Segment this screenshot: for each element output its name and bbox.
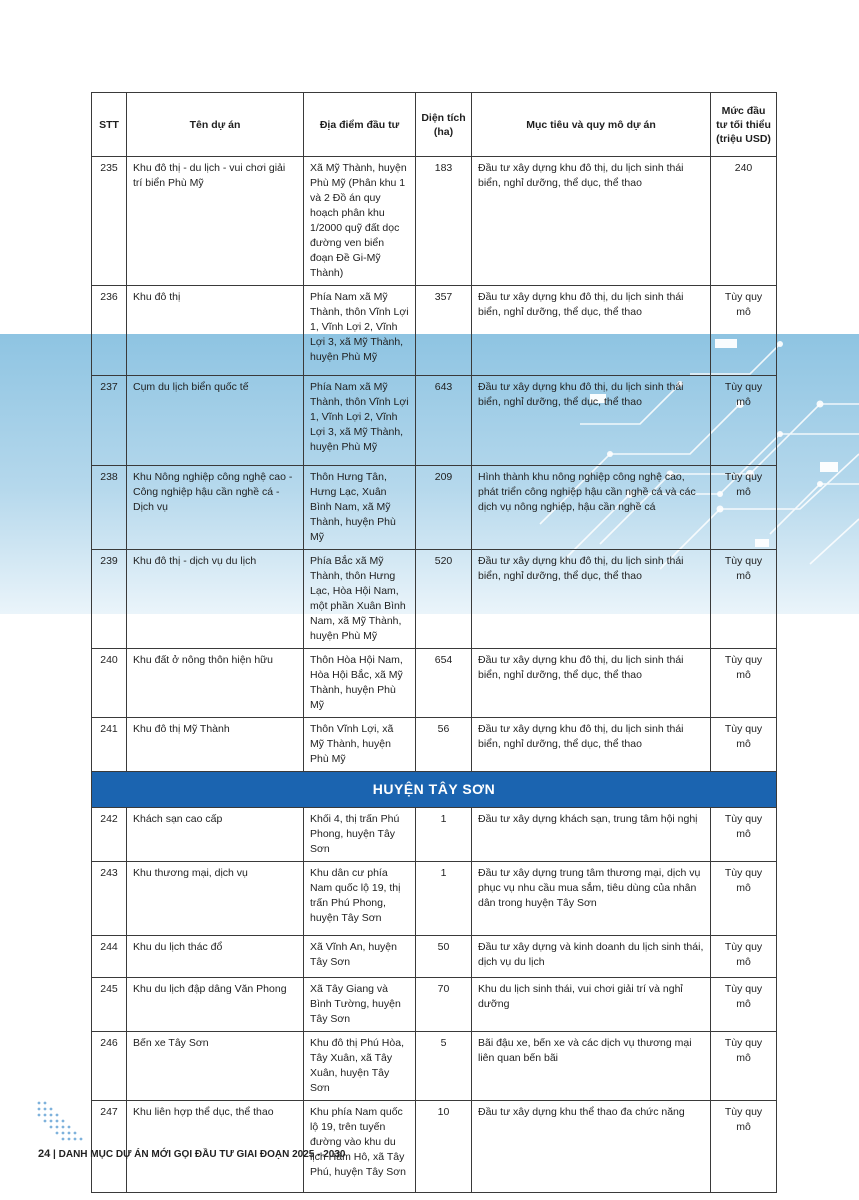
cell-area: 50 [416,936,472,978]
table-row [92,978,777,1032]
cell-stt: 243 [92,862,127,936]
cell-location: Khu dân cư phía Nam quốc lộ 19, thị trấn Phú Phong, huyện Tây Sơn [304,862,416,936]
cell-goal: Đầu tư xây dựng khu đô thị, du lịch sinh thái biển, nghỉ dưỡng, thể dục, thể thao [472,550,711,649]
cell-stt: 247 [92,1101,127,1193]
cell-invest: Tùy quy mô [711,550,777,649]
cell-goal: Đầu tư xây dựng trung tâm thương mại, dịch vụ phục vụ nhu cầu mua sắm, tiêu dùng của nhân dân trong huyện Tây Sơn [472,862,711,936]
cell-stt: 241 [92,718,127,772]
table-row [92,286,777,376]
table-row [92,808,777,862]
table-row [92,1032,777,1101]
cell-goal: Đầu tư xây dựng và kinh doanh du lịch sinh thái, dịch vụ du lịch [472,936,711,978]
cell-area: 654 [416,649,472,718]
cell-name: Khu đô thị [127,286,304,376]
cell-stt: 242 [92,808,127,862]
page-footer [38,1148,345,1160]
cell-invest: Tùy quy mô [711,808,777,862]
header-name: Tên dự án [127,93,304,157]
page-number: 24 [38,1148,51,1160]
header-stt: STT [92,93,127,157]
cell-invest: Tùy quy mô [711,862,777,936]
cell-stt: 244 [92,936,127,978]
cell-name: Khu thương mại, dịch vụ [127,862,304,936]
cell-invest: Tùy quy mô [711,1101,777,1193]
cell-stt: 240 [92,649,127,718]
cell-stt: 237 [92,376,127,466]
cell-invest: Tùy quy mô [711,376,777,466]
cell-invest: Tùy quy mô [711,286,777,376]
cell-invest: 240 [711,157,777,286]
cell-goal: Đầu tư xây dựng khu đô thị, du lịch sinh thái biển, nghỉ dưỡng, thể dục, thể thao [472,718,711,772]
cell-goal: Bãi đậu xe, bến xe và các dịch vụ thương mại liên quan bến bãi [472,1032,711,1101]
cell-location: Khối 4, thị trấn Phú Phong, huyện Tây Sơn [304,808,416,862]
cell-name: Khu đô thị - dịch vụ du lịch [127,550,304,649]
cell-name: Cụm du lịch biển quốc tế [127,376,304,466]
cell-area: 643 [416,376,472,466]
cell-invest: Tùy quy mô [711,936,777,978]
cell-location: Khu phía Nam quốc lộ 19, trên tuyến đường vào khu du lịch Hầm Hô, xã Tây Phú, huyện Tây Sơn [304,1101,416,1193]
cell-invest: Tùy quy mô [711,718,777,772]
cell-goal: Đầu tư xây dựng khu đô thị, du lịch sinh thái biển, nghỉ dưỡng, thể dục, thể thao [472,376,711,466]
cell-name: Khu du lịch đập dâng Văn Phong [127,978,304,1032]
table-row [92,1101,777,1193]
table-row [92,936,777,978]
cell-name: Khu đô thị - du lịch - vui chơi giải trí biển Phù Mỹ [127,157,304,286]
cell-name: Khu đô thị Mỹ Thành [127,718,304,772]
cell-invest: Tùy quy mô [711,466,777,550]
cell-stt: 236 [92,286,127,376]
cell-name: Khu đất ở nông thôn hiện hữu [127,649,304,718]
cell-area: 5 [416,1032,472,1101]
table-row [92,157,777,286]
cell-invest: Tùy quy mô [711,978,777,1032]
cell-location: Xã Tây Giang và Bình Tường, huyện Tây Sơn [304,978,416,1032]
cell-stt: 239 [92,550,127,649]
table-header-row [92,93,777,157]
header-invest: Mức đầu tư tối thiểu (triệu USD) [711,93,777,157]
cell-location: Phía Nam xã Mỹ Thành, thôn Vĩnh Lợi 1, Vĩnh Lợi 2, Vĩnh Lợi 3, xã Mỹ Thành, huyện Phù Mỹ [304,286,416,376]
dot-pattern-decoration [36,1100,86,1145]
cell-goal: Đầu tư xây dựng khu thể thao đa chức năng [472,1101,711,1193]
cell-location: Thôn Hưng Tân, Hưng Lạc, Xuân Bình Nam, xã Mỹ Thành, huyện Phù Mỹ [304,466,416,550]
cell-name: Khu liên hợp thể dục, thể thao [127,1101,304,1193]
cell-area: 209 [416,466,472,550]
cell-name: Khách sạn cao cấp [127,808,304,862]
cell-stt: 238 [92,466,127,550]
table-row [92,466,777,550]
cell-stt: 245 [92,978,127,1032]
table-row [92,376,777,466]
cell-invest: Tùy quy mô [711,649,777,718]
cell-goal: Đầu tư xây dựng khu đô thị, du lịch sinh thái biển, nghỉ dưỡng, thể dục, thể thao [472,286,711,376]
cell-name: Khu Nông nghiệp công nghệ cao - Công nghiệp hậu cần nghề cá - Dịch vụ [127,466,304,550]
cell-area: 56 [416,718,472,772]
cell-stt: 235 [92,157,127,286]
cell-area: 1 [416,862,472,936]
cell-location: Thôn Hòa Hội Nam, Hòa Hội Bắc, xã Mỹ Thành, huyện Phù Mỹ [304,649,416,718]
cell-area: 70 [416,978,472,1032]
cell-name: Bến xe Tây Sơn [127,1032,304,1101]
cell-location: Xã Vĩnh An, huyện Tây Sơn [304,936,416,978]
section-row [92,772,777,808]
table-row [92,550,777,649]
cell-location: Phía Nam xã Mỹ Thành, thôn Vĩnh Lợi 1, Vĩnh Lợi 2, Vĩnh Lợi 3, xã Mỹ Thành, huyện Phù Mỹ [304,376,416,466]
cell-goal: Đầu tư xây dựng khu đô thị, du lịch sinh thái biển, nghỉ dưỡng, thể dục, thể thao [472,157,711,286]
header-area: Diện tích (ha) [416,93,472,157]
cell-location: Khu đô thị Phú Hòa, Tây Xuân, xã Tây Xuân, huyện Tây Sơn [304,1032,416,1101]
cell-location: Phía Bắc xã Mỹ Thành, thôn Hưng Lạc, Hòa Hội Nam, một phần Xuân Bình Nam, xã Mỹ Thành, huyện Phù Mỹ [304,550,416,649]
table-row [92,718,777,772]
cell-stt: 246 [92,1032,127,1101]
cell-invest: Tùy quy mô [711,1032,777,1101]
project-table [91,92,777,1193]
cell-goal: Hình thành khu nông nghiệp công nghệ cao, phát triển công nghiệp hậu cần nghề cá và các dịch vụ nông nghiệp, hậu cần nghề cá [472,466,711,550]
cell-location: Xã Mỹ Thành, huyện Phù Mỹ (Phân khu 1 và 2 Đồ án quy hoạch phân khu 1/2000 quỹ đất dọc đường ven biển đoạn Đề Gi-Mỹ Thành) [304,157,416,286]
cell-location: Thôn Vĩnh Lợi, xã Mỹ Thành, huyện Phù Mỹ [304,718,416,772]
section-title: HUYỆN TÂY SƠN [92,772,777,808]
table-row [92,649,777,718]
cell-area: 183 [416,157,472,286]
header-goal: Mục tiêu và quy mô dự án [472,93,711,157]
table-row [92,862,777,936]
footer-title: DANH MỤC DỰ ÁN MỚI GỌI ĐẦU TƯ GIAI ĐOẠN 2025 - 2030 [58,1149,346,1160]
cell-area: 357 [416,286,472,376]
cell-area: 520 [416,550,472,649]
cell-goal: Đầu tư xây dựng khách sạn, trung tâm hội nghị [472,808,711,862]
cell-goal: Khu du lịch sinh thái, vui chơi giải trí và nghỉ dưỡng [472,978,711,1032]
cell-name: Khu du lịch thác đổ [127,936,304,978]
cell-area: 10 [416,1101,472,1193]
cell-goal: Đầu tư xây dựng khu đô thị, du lịch sinh thái biển, nghỉ dưỡng, thể dục, thể thao [472,649,711,718]
footer-separator: | [53,1149,56,1160]
cell-area: 1 [416,808,472,862]
header-location: Địa điểm đầu tư [304,93,416,157]
